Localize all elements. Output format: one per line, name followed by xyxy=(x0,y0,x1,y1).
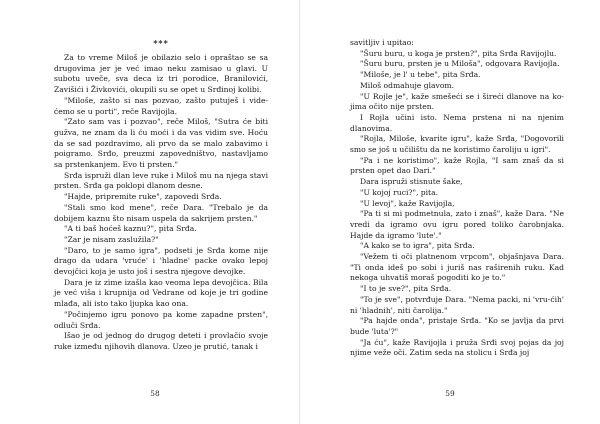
paragraph: "Pa hajde onda", pristaje Srđa. "Ko se javlja da prvi bude 'luta'?" xyxy=(350,316,564,336)
paragraph: "Šuru buru, u koga je prsten?", pita Srđa Ravijojlu. xyxy=(360,48,557,58)
paragraph: "A kako se to igra", pita Srđa. xyxy=(360,241,475,251)
paragraph: "Miloše, je l' u tebe", pita Srđa. xyxy=(360,70,481,80)
right-page-number: 59 xyxy=(445,389,455,398)
right-page-body xyxy=(350,38,564,359)
paragraph: "Daro, to je samo igra", podseti je Srđa kome nije drago da udara 'vruće' i 'hladne' packe ovako lepoj devojčici koja je usto još i sestra njegove devojke. xyxy=(54,245,268,277)
paragraph: "U levoj", kaže Ravijojla, xyxy=(360,198,455,208)
paragraph: Dara ispruži stisnute šake, xyxy=(360,177,463,187)
paragraph: "U kojoj ruci?", pita. xyxy=(360,187,439,197)
paragraph: "To je sve", potvrđuje Dara. "Nema packi, ni 'vru-ćih' ni 'hladnih', niti čarolija." xyxy=(350,294,564,315)
paragraph: "Šuru buru, prsten je u Miloša", odgovara Ravijojla. xyxy=(360,59,560,69)
paragraph: I Rojla učini isto. Nema prstena ni na njenim dlanovima. xyxy=(350,112,564,133)
left-page-body xyxy=(54,53,268,353)
paragraph: Išao je od jednog do drugog deteti i provlačio svoje ruke između njihovih dlanova. Uzeo je prutić, tanak i xyxy=(54,331,268,351)
paragraph: Dara je iz zime izašla kao veoma lepa devojčica. Bila je već viša i krupnija od Vedrane od koje je tri godine mlađa, ali isto tako ljupka kao ona. xyxy=(54,277,268,309)
paragraph: "Ja ću", kaže Ravijojla i pruža Srđi svoj pojas da joj njime veže oči. Zatim seda na stolicu i Srđa joj xyxy=(350,337,564,358)
paragraph: savitljiv i upitao: xyxy=(350,38,414,47)
paragraph: "A ti baš hoćeš kaznu?", pita Srđa. xyxy=(64,224,197,234)
paragraph: "Vežem ti oči platnenom vrpcom", objašnjava Dara. "Ti onda ideš po sobi i juriš nas raširenih ruku. Kad nekoga uhvatiš moraš pogoditi ko je to." xyxy=(350,252,564,283)
paragraph: "Počinjemo igru ponovo pa kome zapadne prsten", odluči Srđa. xyxy=(54,309,268,330)
paragraph: Miloš odmahuje glavom. xyxy=(360,80,455,90)
right-page xyxy=(300,0,600,424)
paragraph: Srđa ispruži dlan leve ruke i Miloš mu na njega stavi prsten. Srđa ga poklopi dlanom desne. xyxy=(54,170,268,191)
left-page-number: 58 xyxy=(150,389,160,398)
paragraph: "I to je sve?", pita Srđa. xyxy=(360,284,452,294)
paragraph: "U Rojle je", kaže smešeći se i šireći dlanove na ko-jima očito nije prsten. xyxy=(350,91,564,112)
paragraph: "Rojla, Miloše, kvarite igru", kaže Srđa, "Dogovorili smo se još u učilištu da ne koristimo čaroliju u igri". xyxy=(350,134,564,155)
paragraph: "Zar je nisam zaslužila?" xyxy=(64,234,159,244)
paragraph: "Stali smo kod mene", reče Dara. "Trebalo je da dobijem kaznu što nisam uspela da sakrijem prsten." xyxy=(54,202,268,223)
paragraph: "Pa ti si mi podmetnula, zato i znaš", kaže Dara. "Ne vredi da igramo ovu igru pored toliko čarobnjaka. Hajde da igramo 'lute'." xyxy=(350,209,564,240)
paragraph: "Zato sam vas i pozvao", reče Miloš, "Sutra će biti gužva, ne znam da li ću moći i da vas vidim sve. Hoću da se sad pozdravimo, ali prvo da se malo zabavimo i poigramo. Srđo, preuzmi zapovedništvo, nastavljamo sa prstenkanjem. Evo ti prsten." xyxy=(54,117,268,170)
paragraph: "Pa i ne koristimo", kaže Rojla, "I sam znaš da si prsten opet dao Dari." xyxy=(350,155,564,176)
paragraph: "Hajde, pripremite ruke", zapovedi Srđa. xyxy=(64,192,222,202)
paragraph: "Miloše, zašto si nas pozvao, zašto putuješ i vide-ćemo se u porti", reče Ravijojla. xyxy=(54,95,268,116)
paragraph: Za to vreme Miloš je obilazio selo i opraštao se sa drugovima jer je već imao neku zamisao u glavi. U subotu uveče, sva deca iz tri porodice, Branilovići, Zavišići i Živkovići, okupili su se opet u Srđinoj kolibi. xyxy=(54,53,268,95)
section-mark: *** xyxy=(153,38,169,48)
